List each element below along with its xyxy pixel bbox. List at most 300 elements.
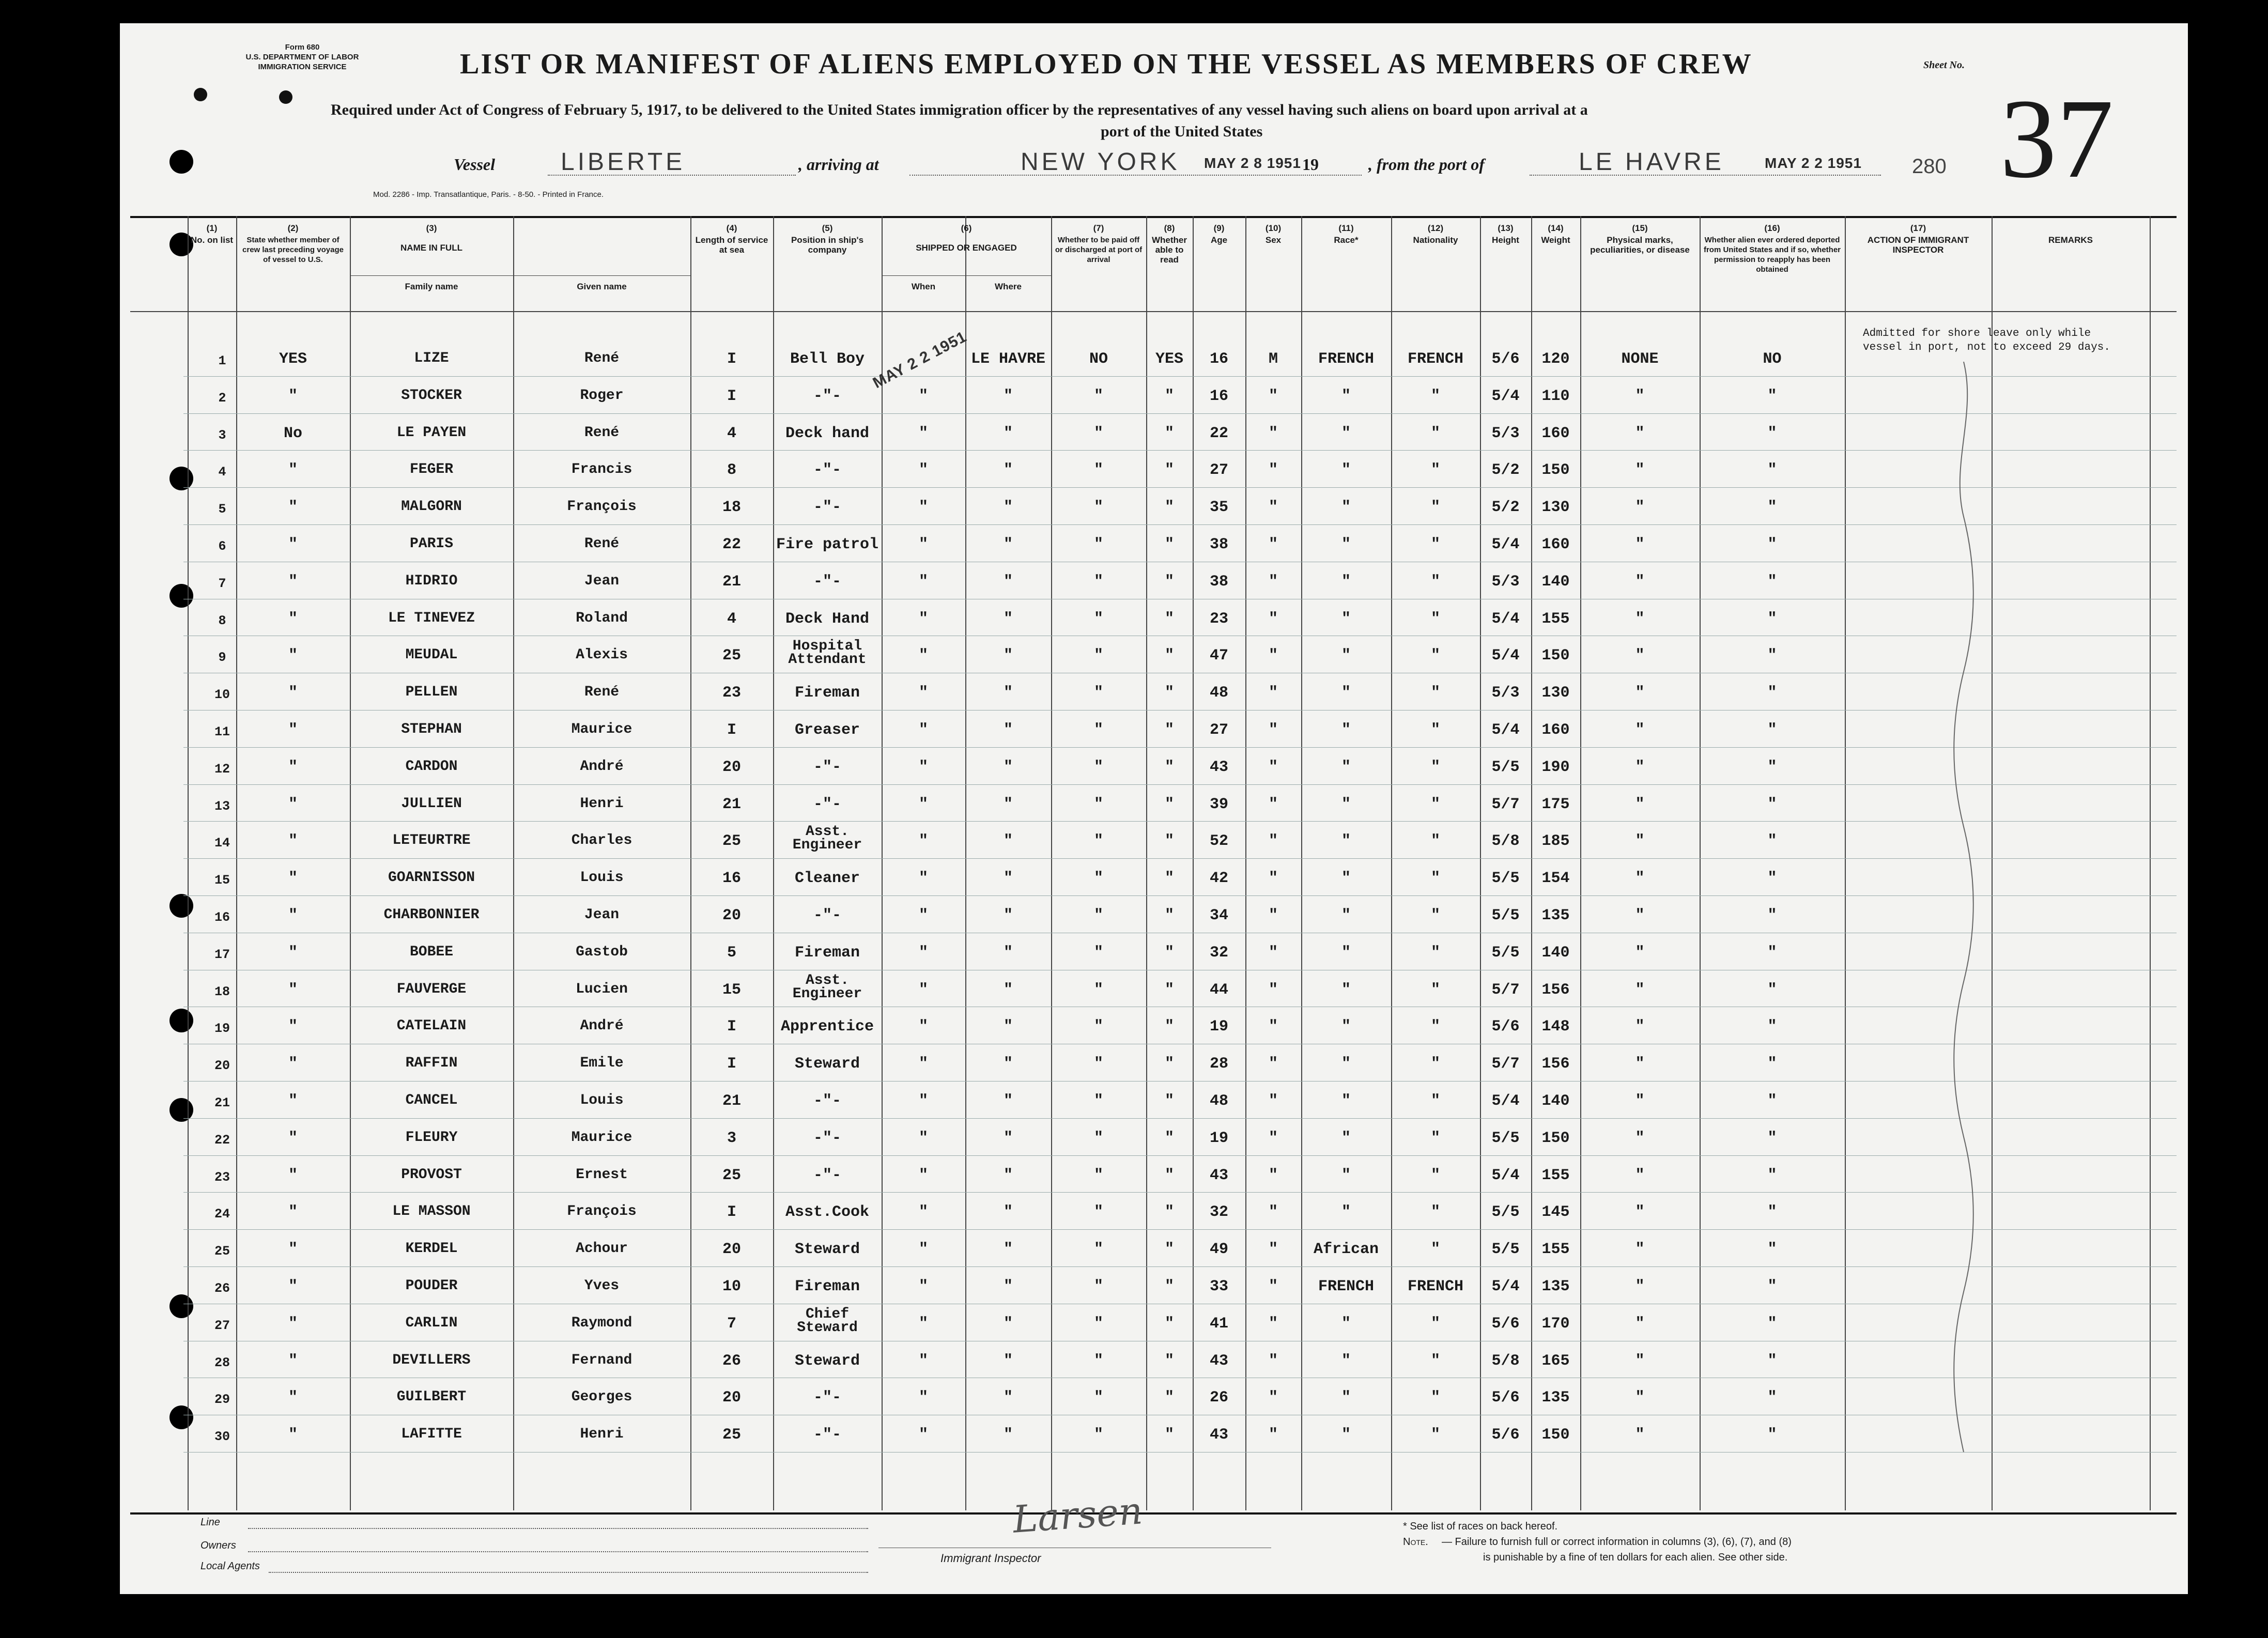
cell-prev: " [288, 387, 298, 405]
cell-family: MEUDAL [405, 647, 458, 663]
cell-age: 32 [1209, 1203, 1228, 1222]
cell-sex: " [1268, 1018, 1278, 1036]
cell-read: " [1164, 499, 1174, 517]
cell-sex: " [1268, 1241, 1278, 1259]
cell-where: " [1003, 573, 1013, 591]
cell-height: 5/3 [1491, 573, 1520, 591]
row-number: 9 [218, 650, 226, 666]
cell-where: " [1003, 1241, 1013, 1259]
cell-read: " [1164, 1092, 1174, 1110]
sheet-number: 37 [2000, 75, 2113, 202]
cell-paid: " [1093, 647, 1103, 665]
cell-where: LE HAVRE [970, 350, 1046, 368]
cell-prev: " [288, 981, 298, 999]
cell-service: 21 [722, 795, 741, 813]
cell-where: " [1003, 1092, 1013, 1110]
cell-where: " [1003, 536, 1013, 553]
cell-marks: " [1635, 684, 1645, 702]
cell-family: FAUVERGE [396, 981, 467, 997]
cell-sex: M [1268, 350, 1278, 368]
cell-position: -"- [813, 573, 841, 591]
column-number: (17) [1910, 223, 1926, 233]
cell-weight: 155 [1541, 610, 1570, 628]
cell-service: I [727, 721, 736, 739]
cell-sex: " [1268, 1315, 1278, 1333]
cell-service: 16 [722, 870, 741, 888]
cell-prev: " [288, 647, 298, 665]
row-number: 24 [214, 1207, 230, 1222]
cell-family: PELLEN [405, 684, 458, 701]
cell-nat: " [1430, 795, 1440, 813]
cell-deported: " [1767, 573, 1777, 591]
cell-prev: No [283, 424, 302, 442]
cell-when: " [918, 870, 928, 888]
requirement-text: Required under Act of Congress of February 5, 1917, to be delivered to the United States immigration officer by the representatives of any vessel having such aliens on board upon arrival at a [331, 101, 1588, 118]
cell-age: 44 [1209, 981, 1228, 999]
cell-given: René [584, 350, 620, 366]
cell-when: " [918, 758, 928, 776]
cell-given: René [584, 424, 620, 441]
cell-paid: " [1093, 944, 1103, 962]
column-header: State whether member of crew last preceding voyage of vessel to U.S. [242, 236, 344, 264]
cell-service: 15 [722, 981, 741, 999]
cell-where: " [1003, 1278, 1013, 1295]
cell-where: " [1003, 1203, 1013, 1222]
cell-nat: " [1430, 573, 1440, 591]
cell-paid: " [1093, 387, 1103, 405]
cell-read: " [1164, 1166, 1174, 1184]
cell-service: 5 [727, 944, 736, 962]
cell-nat: " [1430, 1352, 1440, 1370]
cell-sex: " [1268, 758, 1278, 776]
cell-height: 5/4 [1491, 1166, 1520, 1184]
cell-position: -"- [813, 795, 841, 813]
cell-paid: " [1093, 832, 1103, 851]
cell-when: " [918, 1129, 928, 1147]
cell-read: " [1164, 461, 1174, 480]
cell-deported: " [1767, 536, 1777, 553]
cell-position: -"- [813, 907, 841, 924]
cell-sex: " [1268, 1352, 1278, 1370]
cell-family: DEVILLERS [392, 1352, 471, 1368]
cell-height: 5/5 [1491, 944, 1520, 962]
cell-when: " [918, 907, 928, 924]
cell-deported: NO [1763, 350, 1782, 368]
cell-marks: " [1635, 536, 1645, 553]
row-number: 3 [218, 427, 226, 443]
cell-read: " [1164, 387, 1174, 405]
column-number: (6) [961, 223, 972, 233]
cell-given: Achour [576, 1241, 628, 1257]
cell-race: " [1341, 461, 1351, 480]
cell-weight: 165 [1541, 1352, 1570, 1370]
races-note: * See list of races on back hereof. [1403, 1521, 1558, 1532]
cell-service: 3 [727, 1129, 736, 1147]
cell-family: GUILBERT [396, 1389, 467, 1405]
cell-position: -"- [813, 1389, 841, 1407]
cell-deported: " [1767, 1203, 1777, 1222]
cell-paid: " [1093, 758, 1103, 776]
cell-where: " [1003, 1352, 1013, 1370]
cell-height: 5/3 [1491, 424, 1520, 442]
cell-height: 5/3 [1491, 684, 1520, 702]
cell-when: " [918, 536, 928, 553]
cell-prev: " [288, 1129, 298, 1147]
cell-deported: " [1767, 1018, 1777, 1036]
cell-deported: " [1767, 795, 1777, 813]
cell-deported: " [1767, 981, 1777, 999]
cell-age: 52 [1209, 832, 1228, 851]
cell-nat: " [1430, 499, 1440, 517]
cell-age: 43 [1209, 1426, 1228, 1444]
cell-marks: " [1635, 1352, 1645, 1370]
cell-prev: " [288, 832, 298, 851]
column-header: REMARKS [2048, 235, 2093, 245]
row-number: 19 [214, 1021, 230, 1037]
cell-family: STOCKER [401, 387, 462, 404]
cell-race: " [1341, 1055, 1351, 1073]
cell-family: CATELAIN [396, 1018, 467, 1034]
cell-family: LE MASSON [392, 1203, 471, 1220]
cell-given: Roger [580, 387, 624, 404]
punch-hole [169, 150, 193, 174]
cell-given: Alexis [576, 647, 628, 663]
cell-weight: 155 [1541, 1166, 1570, 1184]
cell-service: 8 [727, 461, 736, 480]
cell-service: 4 [727, 610, 736, 628]
cell-position: -"- [813, 1092, 841, 1110]
cell-deported: " [1767, 1426, 1777, 1444]
cell-race: FRENCH [1318, 1278, 1375, 1295]
cell-read: " [1164, 1241, 1174, 1259]
cell-deported: " [1767, 684, 1777, 702]
row-number: 2 [218, 390, 226, 406]
cell-service: 18 [722, 499, 741, 517]
cell-marks: " [1635, 1129, 1645, 1147]
cell-read: " [1164, 795, 1174, 813]
cell-height: 5/5 [1491, 1241, 1520, 1259]
cell-age: 39 [1209, 795, 1228, 813]
cell-weight: 148 [1541, 1018, 1570, 1036]
cell-read: " [1164, 944, 1174, 962]
cell-given: René [584, 536, 620, 552]
cell-nat: " [1430, 461, 1440, 480]
cell-given: Jean [584, 573, 620, 589]
cell-family: MALGORN [401, 499, 462, 515]
cell-read: " [1164, 721, 1174, 739]
cell-nat: " [1430, 1315, 1440, 1333]
cell-paid: " [1093, 573, 1103, 591]
cell-race: " [1341, 1352, 1351, 1370]
row-number: 18 [214, 984, 230, 999]
cell-where: " [1003, 387, 1013, 405]
cell-sex: " [1268, 610, 1278, 628]
cell-where: " [1003, 424, 1013, 442]
cell-when: " [918, 573, 928, 591]
row-number: 26 [214, 1281, 230, 1296]
cell-when: " [918, 387, 928, 405]
cell-read: " [1164, 907, 1174, 924]
cell-nat: " [1430, 1092, 1440, 1110]
cell-read: " [1164, 1055, 1174, 1073]
cell-race: " [1341, 832, 1351, 851]
cell-race: " [1341, 1389, 1351, 1407]
cell-service: 21 [722, 1092, 741, 1110]
cell-marks: " [1635, 1315, 1645, 1333]
cell-position: Deck hand [785, 424, 870, 442]
cell-when: " [918, 1092, 928, 1110]
cell-when: " [918, 461, 928, 480]
cell-weight: 154 [1541, 870, 1570, 888]
cell-height: 5/4 [1491, 536, 1520, 553]
cell-race: " [1341, 1315, 1351, 1333]
column-number: (8) [1164, 223, 1175, 233]
cell-given: René [584, 684, 620, 701]
cell-paid: " [1093, 1129, 1103, 1147]
cell-sex: " [1268, 1166, 1278, 1184]
cell-family: LIZE [414, 350, 449, 366]
cell-height: 5/6 [1491, 1426, 1520, 1444]
cell-service: 7 [727, 1315, 736, 1333]
vessel-name: LIBERTE [561, 148, 686, 176]
cell-age: 38 [1209, 536, 1228, 553]
column-header: Race* [1334, 235, 1359, 245]
cell-service: 4 [727, 424, 736, 442]
cell-race: " [1341, 758, 1351, 776]
cell-sex: " [1268, 721, 1278, 739]
cell-when: " [918, 721, 928, 739]
form-id-block [183, 42, 421, 72]
cell-height: 5/5 [1491, 758, 1520, 776]
row-number: 22 [214, 1132, 230, 1148]
cell-paid: " [1093, 1241, 1103, 1259]
cell-marks: " [1635, 870, 1645, 888]
cell-paid: " [1093, 461, 1103, 480]
cell-nat: " [1430, 721, 1440, 739]
cell-given: Maurice [571, 1129, 632, 1146]
cell-sex: " [1268, 981, 1278, 999]
cell-race: " [1341, 1018, 1351, 1036]
cell-position: -"- [813, 461, 841, 480]
column-header: NAME IN FULL [400, 243, 462, 253]
cell-race: " [1341, 684, 1351, 702]
cell-position: Asst.Cook [785, 1203, 870, 1222]
cell-given: Charles [571, 832, 632, 849]
cell-weight: 190 [1541, 758, 1570, 776]
cell-read: " [1164, 832, 1174, 851]
cell-age: 38 [1209, 573, 1228, 591]
cell-position: Greaser [794, 721, 860, 739]
cell-height: 5/4 [1491, 721, 1520, 739]
cell-paid: " [1093, 1055, 1103, 1073]
cell-given: Francis [571, 461, 632, 478]
cell-marks: " [1635, 610, 1645, 628]
cell-prev: " [288, 1426, 298, 1444]
cell-position: Deck Hand [785, 610, 870, 628]
cell-height: 5/4 [1491, 1092, 1520, 1110]
cell-weight: 160 [1541, 721, 1570, 739]
column-header: Whether alien ever ordered deported from United States and if so, whether permission to reapply has been obtained [1703, 236, 1841, 274]
cell-nat: " [1430, 1241, 1440, 1259]
cell-deported: " [1767, 832, 1777, 851]
cell-nat: " [1430, 1055, 1440, 1073]
cell-family: JULLIEN [401, 795, 462, 812]
cell-when: " [918, 499, 928, 517]
row-number: 8 [218, 613, 226, 628]
cell-paid: " [1093, 610, 1103, 628]
cell-read: " [1164, 573, 1174, 591]
cell-sex: " [1268, 870, 1278, 888]
cell-position: -"- [813, 1166, 841, 1184]
cell-read: " [1164, 1352, 1174, 1370]
cell-where: " [1003, 1315, 1013, 1333]
cell-position: -"- [813, 1426, 841, 1444]
cell-marks: " [1635, 1389, 1645, 1407]
row-number: 17 [214, 947, 230, 962]
cell-marks: " [1635, 1092, 1645, 1110]
cell-read: " [1164, 981, 1174, 999]
cell-weight: 135 [1541, 1278, 1570, 1295]
cell-marks: " [1635, 573, 1645, 591]
cell-prev: " [288, 870, 298, 888]
cell-service: 25 [722, 1166, 741, 1184]
cell-nat: " [1430, 1203, 1440, 1222]
cell-service: 10 [722, 1278, 741, 1295]
form-number: Form 680 [285, 43, 320, 52]
arriving-port: NEW YORK [1021, 148, 1180, 176]
cell-service: 20 [722, 1241, 741, 1259]
cell-sex: " [1268, 1055, 1278, 1073]
cell-marks: " [1635, 721, 1645, 739]
cell-marks: " [1635, 1166, 1645, 1184]
cell-nat: FRENCH [1407, 1278, 1464, 1295]
cell-prev: " [288, 1241, 298, 1259]
cell-family: CHARBONNIER [383, 907, 480, 923]
cell-when: " [918, 647, 928, 665]
inspector-action-note: Admitted for shore leave only while vessel in port, not to exceed 29 days. [1863, 328, 2110, 353]
column-subheader: Where [995, 282, 1022, 291]
row-number: 20 [214, 1058, 230, 1074]
penalty-note-cont: is punishable by a fine of ten dollars for each alien. See other side. [1483, 1552, 1788, 1563]
cell-service: 25 [722, 1426, 741, 1444]
cell-deported: " [1767, 1315, 1777, 1333]
cell-race: " [1341, 981, 1351, 999]
cell-height: 5/7 [1491, 795, 1520, 813]
cell-deported: " [1767, 1166, 1777, 1184]
sheet-label: Sheet No. [1923, 59, 1965, 71]
cell-where: " [1003, 1426, 1013, 1444]
cell-position: Fireman [794, 1278, 860, 1295]
penalty-note: — Failure to furnish full or correct information in columns (3), (6), (7), and (8) [1442, 1536, 1792, 1548]
cell-given: François [567, 499, 637, 515]
cell-nat: " [1430, 610, 1440, 628]
cell-family: HIDRIO [405, 573, 458, 589]
cell-race: African [1313, 1241, 1379, 1259]
cell-service: 22 [722, 536, 741, 553]
cell-family: LETEURTRE [392, 832, 471, 849]
column-header: Height [1492, 235, 1519, 245]
cell-weight: 150 [1541, 1129, 1570, 1147]
cell-sex: " [1268, 944, 1278, 962]
cell-race: " [1341, 610, 1351, 628]
cell-weight: 145 [1541, 1203, 1570, 1222]
cell-sex: " [1268, 795, 1278, 813]
cell-prev: " [288, 1055, 298, 1073]
cell-read: " [1164, 647, 1174, 665]
page-title: LIST OR MANIFEST OF ALIENS EMPLOYED ON THE VESSEL AS MEMBERS OF CREW [460, 48, 1753, 80]
cell-given: Georges [571, 1389, 632, 1405]
cell-sex: " [1268, 536, 1278, 553]
cell-read: " [1164, 1203, 1174, 1222]
cell-paid: " [1093, 1278, 1103, 1295]
cell-weight: 156 [1541, 981, 1570, 999]
cell-weight: 150 [1541, 1426, 1570, 1444]
cell-race: FRENCH [1318, 350, 1375, 368]
cell-marks: " [1635, 1203, 1645, 1222]
cell-nat: " [1430, 832, 1440, 851]
cell-when: " [918, 1241, 928, 1259]
cell-position: -"- [813, 387, 841, 405]
cell-sex: " [1268, 499, 1278, 517]
cell-prev: " [288, 1352, 298, 1370]
cell-family: FLEURY [405, 1129, 458, 1146]
cell-given: François [567, 1203, 637, 1220]
cell-deported: " [1767, 1278, 1777, 1295]
cell-weight: 150 [1541, 461, 1570, 480]
cell-race: " [1341, 573, 1351, 591]
cell-weight: 156 [1541, 1055, 1570, 1073]
cell-deported: " [1767, 1389, 1777, 1407]
inspector-signature: Larsen [1011, 1489, 1144, 1541]
row-number: 11 [214, 724, 230, 739]
cell-weight: 130 [1541, 499, 1570, 517]
arrival-date-stamp: MAY 2 8 1951 [1204, 155, 1301, 171]
cell-age: 27 [1209, 461, 1228, 480]
cell-sex: " [1268, 573, 1278, 591]
row-number: 12 [214, 761, 230, 777]
cell-age: 32 [1209, 944, 1228, 962]
column-subheader: When [911, 282, 936, 291]
cell-marks: NONE [1621, 350, 1659, 368]
cell-deported: " [1767, 1055, 1777, 1073]
departure-date-stamp: MAY 2 2 1951 [1765, 155, 1862, 171]
cell-prev: " [288, 684, 298, 702]
cell-marks: " [1635, 981, 1645, 999]
cell-prev: " [288, 944, 298, 962]
column-number: (11) [1338, 223, 1354, 233]
cell-position: Steward [794, 1241, 860, 1259]
column-header: Sex [1265, 235, 1282, 245]
cell-service: 26 [722, 1352, 741, 1370]
cell-family: LE PAYEN [396, 424, 467, 441]
cell-age: 35 [1209, 499, 1228, 517]
cell-race: " [1341, 721, 1351, 739]
cell-given: Emile [580, 1055, 624, 1072]
cell-marks: " [1635, 1018, 1645, 1036]
cell-given: André [580, 758, 624, 775]
row-number: 29 [214, 1392, 230, 1408]
cell-age: 27 [1209, 721, 1228, 739]
cell-marks: " [1635, 1055, 1645, 1073]
cell-prev: " [288, 1092, 298, 1110]
cell-position: -"- [813, 1129, 841, 1147]
cell-sex: " [1268, 832, 1278, 851]
column-number: (1) [206, 223, 218, 233]
cell-when: " [918, 424, 928, 442]
punch-hole [279, 90, 292, 104]
cell-age: 19 [1209, 1018, 1228, 1036]
note-label: Note. [1403, 1536, 1428, 1548]
